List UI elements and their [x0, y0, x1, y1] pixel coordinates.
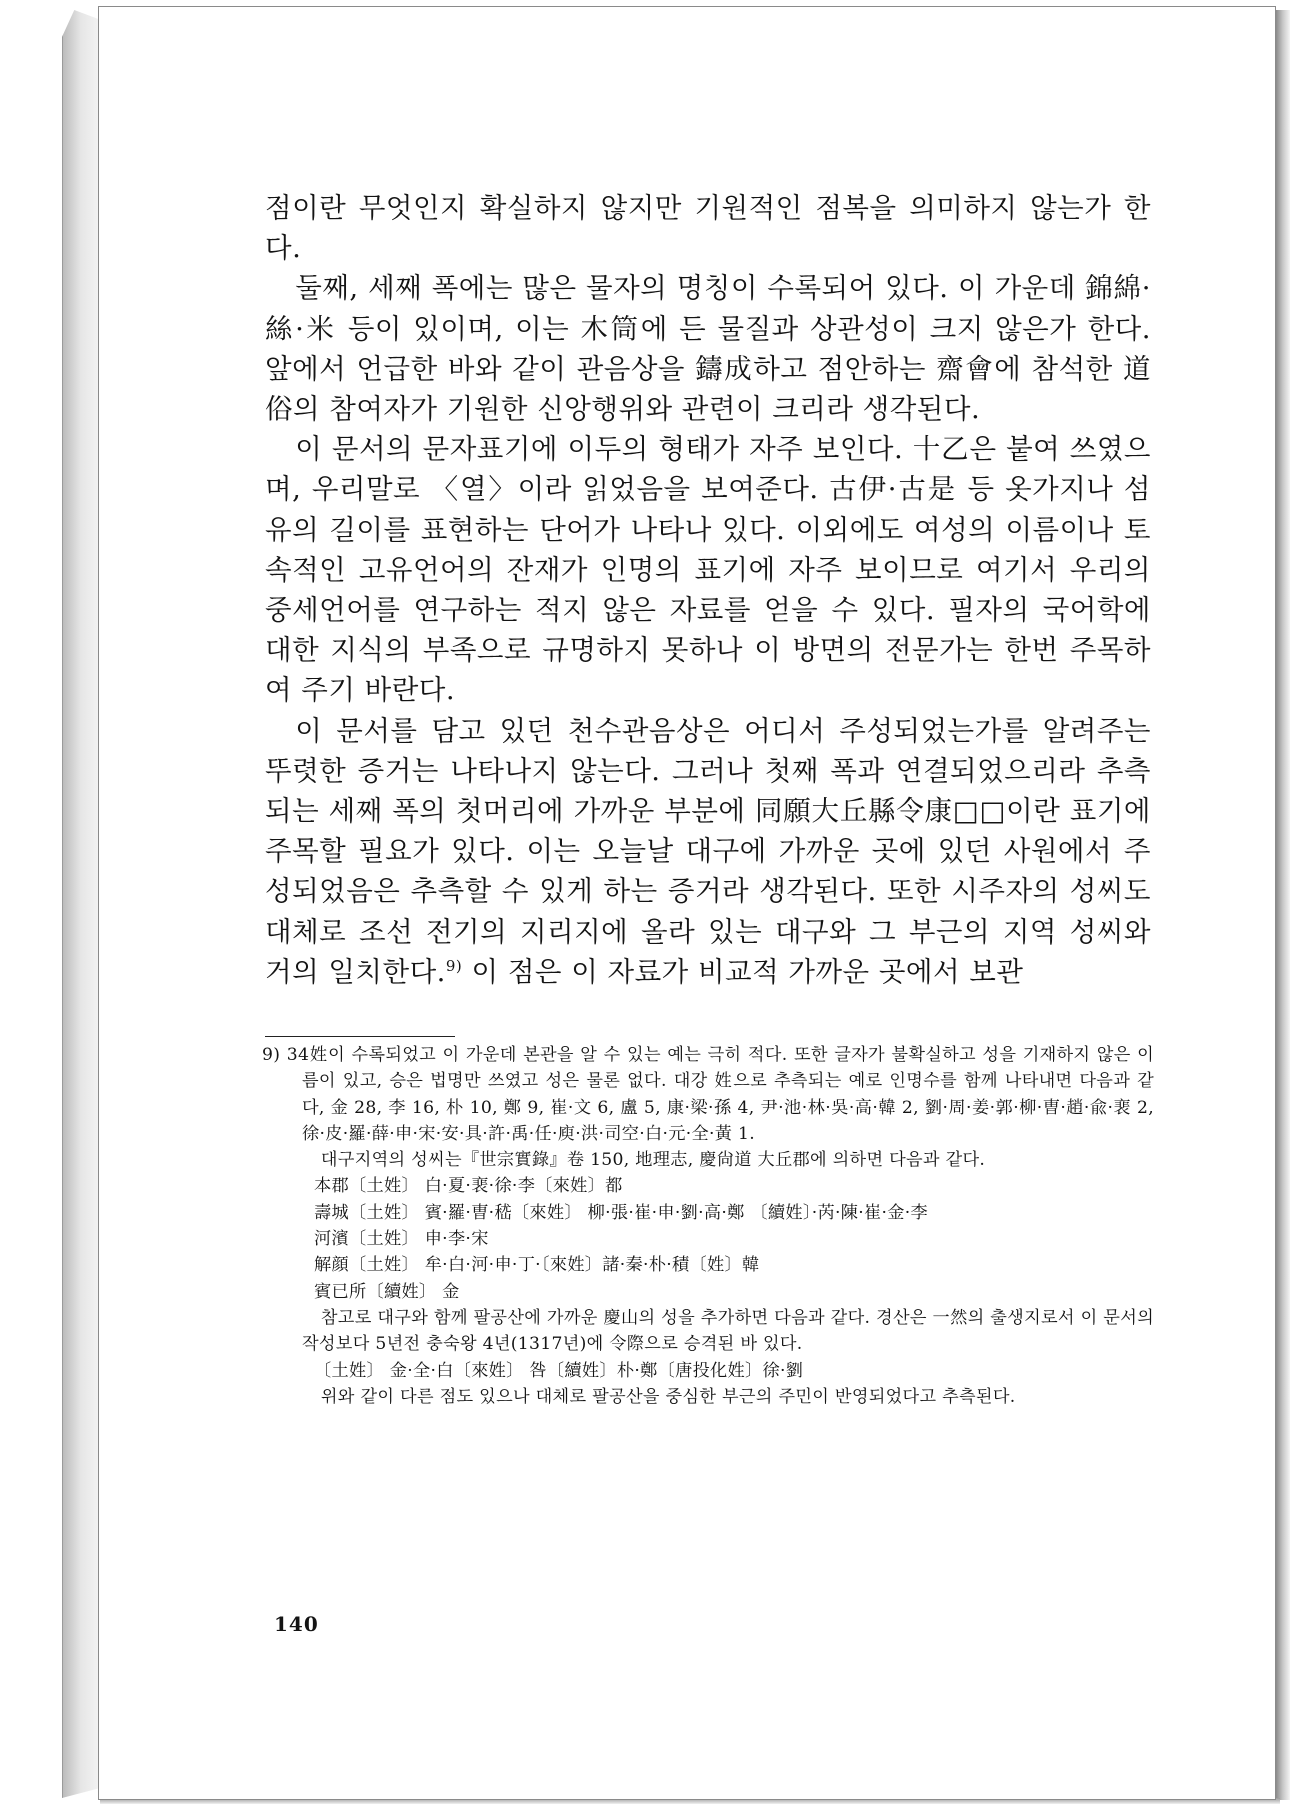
- footnote-divider: [265, 1036, 455, 1037]
- paragraph-2: 둘째, 세째 폭에는 많은 물자의 명칭이 수록되어 있다. 이 가운데 錦綿·絲·米 등이 있이며, 이는 木筒에 든 물질과 상관성이 크지 않은가 한다. 앞에서 언급한 바와 같이 관음상을 鑄成하고 점안하는 齋會에 참석한 道俗의 참여자가 기원한 신앙행위와 관련이 크리라 생각된다.: [265, 272, 1151, 426]
- page-stack-edge: [62, 10, 103, 1798]
- footnote-intro-text: 34姓이 수록되었고 이 가운데 본관을 알 수 있는 예는 극히 적다. 또한 글자가 불확실하고 성을 기재하지 않은 이름이 있고, 승은 법명만 쓰였고 성은 물론 없다. 대강 姓으로 추측되는 예로 인명수를 함께 나타내면 다음과 같다, 金 28, 李 16, 朴 10, 鄭 9, 崔·文 6, 盧 5, 康·梁·孫 4, 尹·池·林·吳·高·韓 2, 劉·周·姜·郭·柳·曺·趙·兪·裵 2, 徐·皮·羅·薛·申·宋·安·具·許·禹·任·庾·洪·司空·白·元·全·黃 1.: [286, 1045, 1154, 1144]
- paragraph-4: [265, 711, 1151, 992]
- region-line-habin: 河濱〔土姓〕 申·李·宋: [314, 1229, 489, 1250]
- footnotes: [262, 1042, 1154, 1410]
- main-text: [265, 188, 1151, 992]
- footnote-region-intro: 대구지역의 성씨는『世宗實錄』卷 150, 地理志, 慶尙道 大丘郡에 의하면 다음과 같다.: [320, 1150, 986, 1171]
- paragraph-3: 이 문서의 문자표기에 이두의 형태가 자주 보인다. 十乙은 붙여 쓰였으며, 우리말로 〈열〉이라 읽었음을 보여준다. 古伊·古是 등 옷가지나 섬유의 길이를 표현하는 단어가 나타나 있다. 이외에도 여성의 이름이나 토속적인 고유언어의 잔재가 인명의 표기에 자주 보이므로 여기서 우리의 중세언어를 연구하는 적지 않은 자료를 얻을 수 있다. 필자의 국어학에 대한 지식의 부족으로 규명하지 못하나 이 방면의 전문가는 한번 주목하여 주기 바란다.: [265, 433, 1151, 707]
- region-line-bongun: 本郡〔土姓〕 白·夏·裵·徐·李〔來姓〕都: [314, 1176, 623, 1197]
- footnote-number: 9): [262, 1045, 281, 1065]
- footnote-gyeongsan-intro: 참고로 대구와 함께 팔공산에 가까운 慶山의 성을 추가하면 다음과 같다. 경산은 一然의 출생지로서 이 문서의 작성보다 5년전 충숙왕 4년(1317년)에 令際으로 승격된 바 있다.: [302, 1307, 1154, 1355]
- region-line-bingisso: 賓已所〔續姓〕 金: [314, 1281, 460, 1302]
- paragraph-1: 점이란 무엇인지 확실하지 않지만 기원적인 점복을 의미하지 않는가 한다.: [265, 192, 1151, 265]
- footnote-region-list: [262, 1173, 1154, 1304]
- footnote-marker[interactable]: 9): [445, 956, 463, 975]
- region-line-haean: 解顔〔土姓〕 牟·白·河·申·丁·〔來姓〕諸·秦·朴·積〔姓〕韓: [314, 1255, 760, 1276]
- footnote-gyeongsan-list: [262, 1358, 1154, 1384]
- paragraph-4-tail: 이 점은 이 자료가 비교적 가까운 곳에서 보관: [462, 955, 1024, 988]
- footnote-9-intro: [262, 1042, 1154, 1147]
- footnote-conclusion: 위와 같이 다른 점도 있으나 대체로 팔공산을 중심한 부근의 주민이 반영되었다고 추측된다.: [320, 1386, 1016, 1407]
- page-number: 140: [274, 1612, 319, 1636]
- gyeongsan-line: 〔土姓〕 金·全·白〔來姓〕 咎〔續姓〕朴·鄭〔唐投化姓〕徐·劉: [314, 1360, 804, 1381]
- region-line-suseong: 壽城〔土姓〕 賓·羅·曺·嵇〔來姓〕 柳·張·崔·申·劉·高·鄭 〔續姓〕·芮·陳·崔·金·李: [314, 1202, 929, 1223]
- page-shadow-right: [1276, 10, 1290, 1800]
- paragraph-4-text: 이 문서를 담고 있던 천수관음상은 어디서 주성되었는가를 알려주는 뚜렷한 증거는 나타나지 않는다. 그러나 첫째 폭과 연결되었으리라 추측되는 세째 폭의 첫머리에 가까운 부분에 同願大丘縣令康□□이란 표기에 주목할 필요가 있다. 이는 오늘날 대구에 가까운 곳에 있던 사원에서 주성되었음은 추측할 수 있게 하는 증거라 생각된다. 또한 시주자의 성씨도 대체로 조선 전기의 지리지에 올라 있는 대구와 그 부근의 지역 성씨와 거의 일치한다.: [265, 714, 1151, 988]
